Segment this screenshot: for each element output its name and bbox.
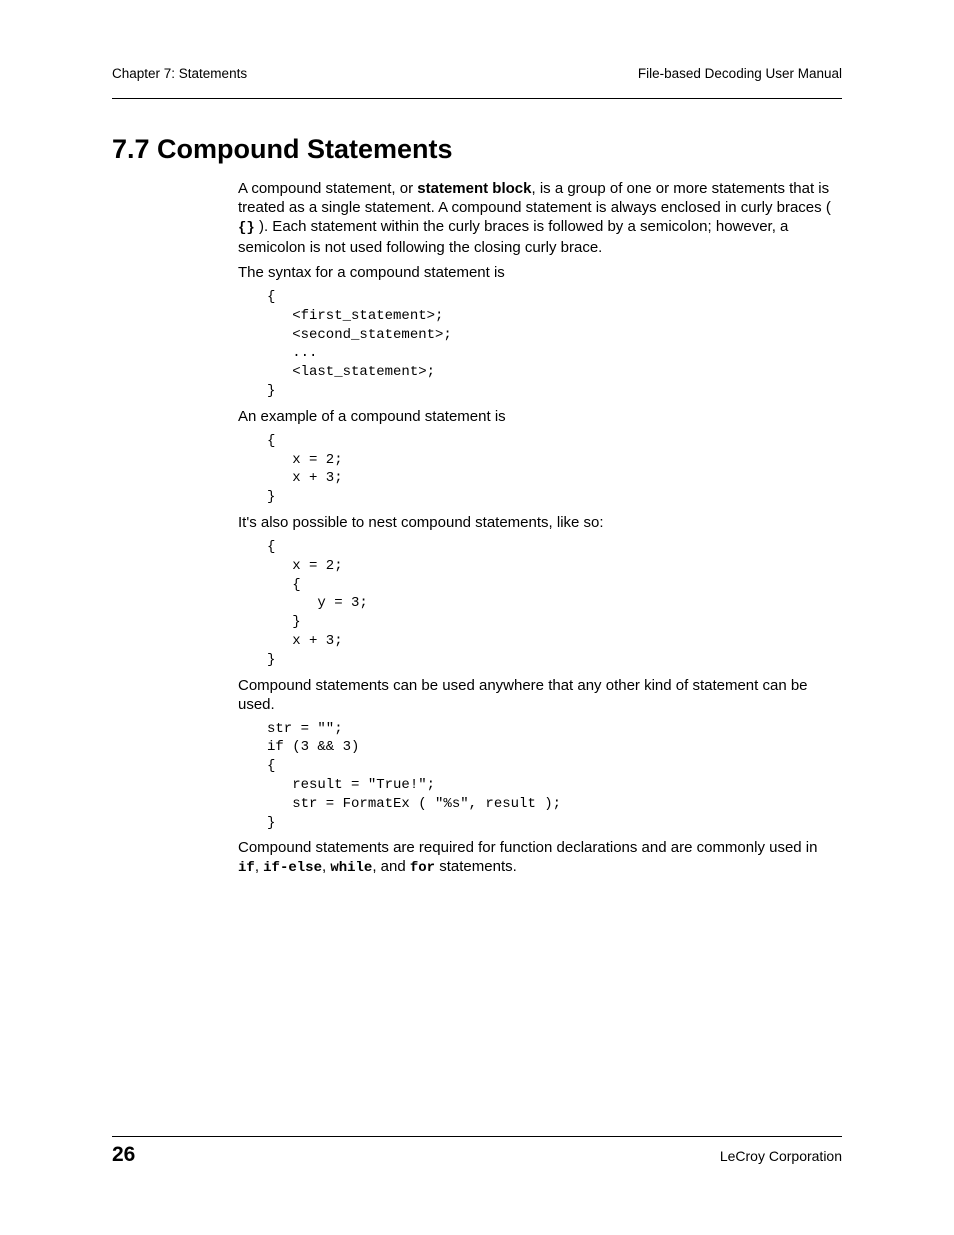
nest-intro: It's also possible to nest compound statements, like so: [238, 513, 604, 531]
intro-text-1: A compound statement, or [238, 180, 418, 197]
nested-code-block: { x = 2; { y = 3; } x + 3; } [267, 538, 368, 668]
separator-2: , [321, 858, 331, 876]
section-body [238, 179, 842, 884]
anywhere-code-block: str = ""; if (3 && 3) { result = "True!"; str = FormatEx ( "%s", result ); } [267, 720, 562, 831]
intro-text-3: ). Each statement within the curly braces is followed by a semicolon; however, a semicolon is not used following the closing curly brace. [238, 218, 789, 256]
anywhere-paragraph: Compound statements can be used anywhere that any other kind of statement can be used. [238, 676, 808, 713]
separator-3: , and [372, 858, 410, 876]
keyword-if-else: if-else [263, 860, 322, 877]
required-text-1: Compound statements are required for function declarations and are commonly used in [238, 839, 818, 857]
example-code-block: { x = 2; x + 3; } [267, 432, 343, 506]
keyword-if: if [238, 860, 255, 877]
example-intro: An example of a compound statement is [238, 407, 506, 425]
footer-divider [112, 1136, 842, 1137]
separator-1: , [254, 858, 264, 876]
required-paragraph [238, 838, 842, 878]
syntax-intro: The syntax for a compound statement is [238, 264, 505, 281]
statement-block-term: statement block [417, 180, 532, 197]
keyword-while: while [330, 860, 373, 877]
footer-company: LeCroy Corporation [719, 1148, 842, 1164]
page-number: 26 [112, 1143, 136, 1166]
intro-text-2: , is a group of one or more statements that is treated as a single statement. A compound statement is always enclosed in curly braces ( [238, 180, 831, 216]
required-text-2: statements. [435, 858, 517, 876]
keyword-for: for [409, 860, 436, 877]
syntax-code-block: { <first_statement>; <second_statement>; ... <last_statement>; } [267, 289, 452, 399]
braces-code: {} [238, 220, 255, 236]
section-title: 7.7 Compound Statements [112, 134, 453, 164]
running-header-manual-title: File-based Decoding User Manual [637, 66, 842, 81]
intro-paragraph [238, 179, 842, 257]
running-header-chapter: Chapter 7: Statements [112, 66, 248, 81]
header-divider [112, 98, 842, 99]
